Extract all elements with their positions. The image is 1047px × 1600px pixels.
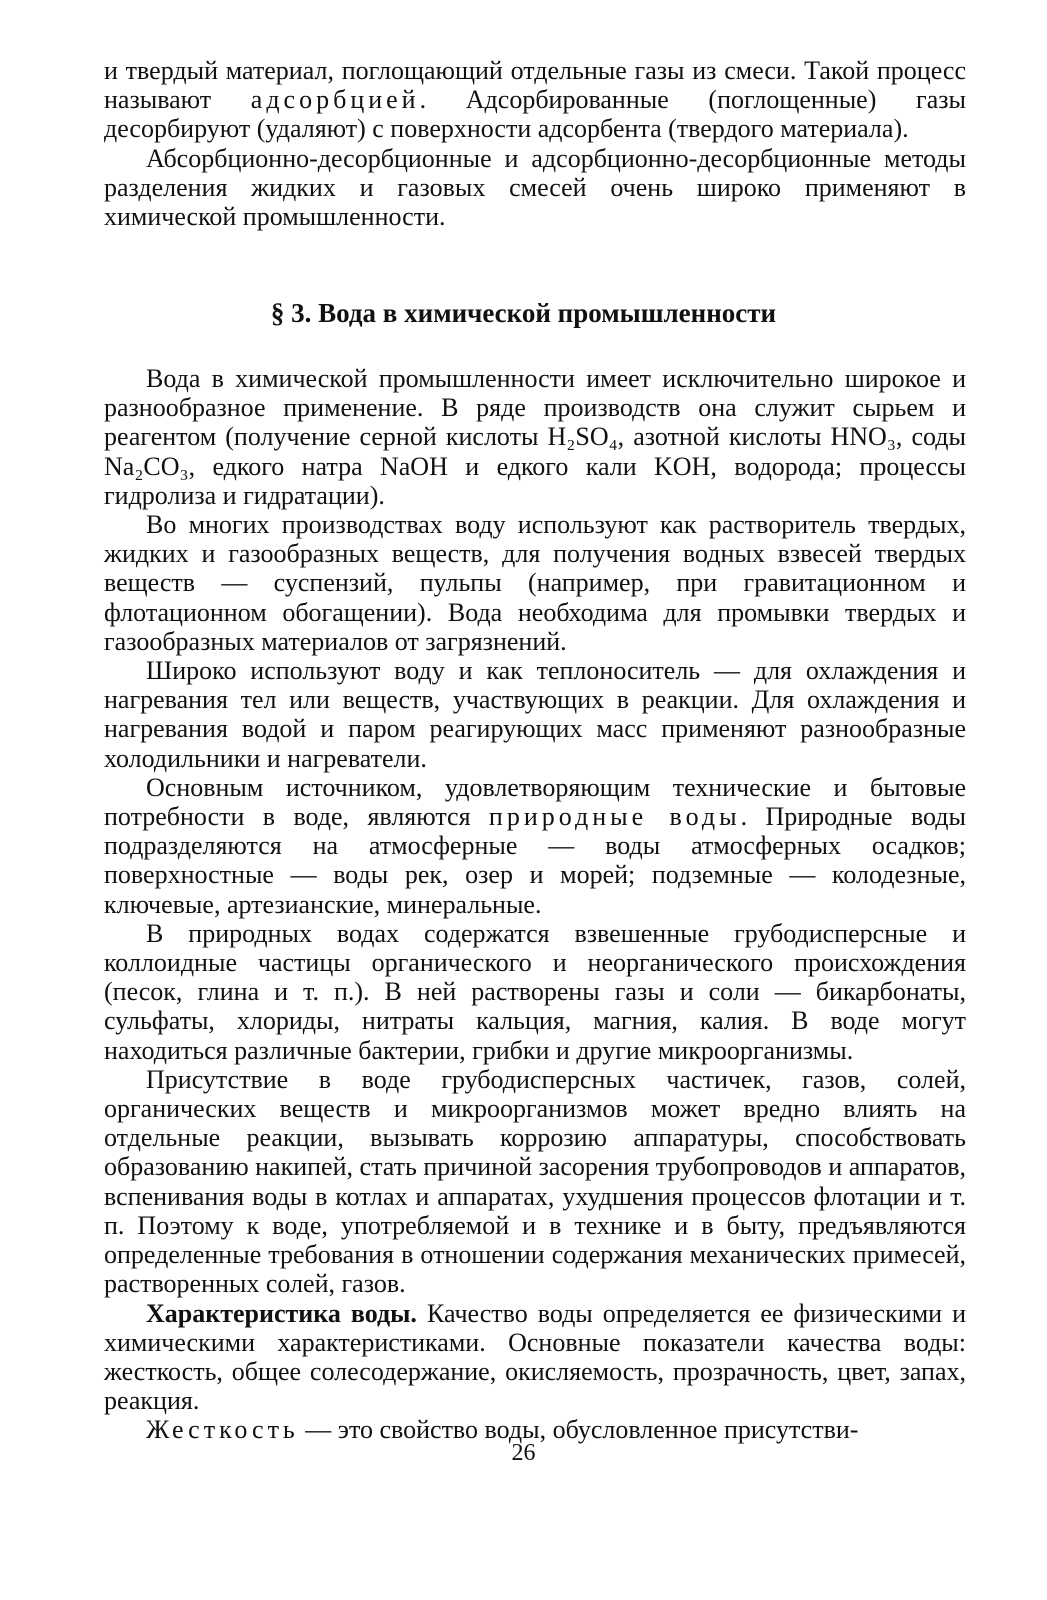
paragraph xyxy=(104,773,966,919)
paragraph: Вода в химической промышленности имеет исключительно широкое и разнообразное применение. В ряде производств она служит сырьем и реагентом (получение серной кислоты H₂SO₄, азотной кислоты HNO₃, соды Na₂CO₃, едкого натра NaOH и едкого кали KOH, водорода; процессы гидролиза и гидратации). xyxy=(104,364,966,510)
paragraph xyxy=(104,1299,966,1416)
text-run: Основным источником, удовлетворяющим технические и бытовые потребности в воде, являются xyxy=(104,772,966,832)
emphasized-term: природные воды xyxy=(488,802,741,832)
continued-text xyxy=(104,56,966,231)
paragraph: Абсорбционно-десорбционные и адсорбционно-десорбционные методы разделения жидких и газовых смесей очень широко применяют в химической промышленности. xyxy=(104,143,966,232)
section-body xyxy=(104,364,966,1445)
bold-subheading: Характеристика воды. xyxy=(146,1298,417,1328)
text-run: . Природные воды подразделяются на атмосферные — воды атмосферных осадков; поверхностные — воды рек, озер и морей; подземные — колодезные, ключевые, артезианские, минеральные. xyxy=(104,802,967,919)
text-run: и твердый материал, поглощающий отдельные газы из смеси. Такой процесс называют xyxy=(104,56,966,115)
paragraph: Во многих производствах воду используют как растворитель твердых, жидких и газообразных веществ, для получения водных взвесей твердых веществ — суспензий, пульпы (например, при гравитационном и флотационном обогащении). Вода необходима для промывки твердых и газообразных материалов от загрязнений. xyxy=(104,510,966,656)
paragraph: В природных водах содержатся взвешенные грубодисперсные и коллоидные частицы органического и неорганического происхождения (песок, глина и т. п.). В ней растворены газы и соли — бикарбонаты, сульфаты, хлориды, нитраты кальция, магния, калия. В воде могут находиться различные бактерии, грибки и другие микроорганизмы. xyxy=(104,918,966,1065)
section-heading: § 3. Вода в химической промышленности xyxy=(270,298,777,328)
paragraph: Присутствие в воде грубодисперсных частичек, газов, солей, органических веществ и микроорганизмов может вредно влиять на отдельные реакции, вызывать коррозию аппаратуры, способствовать образованию накипей, стать причиной засорения трубопроводов и аппаратов, вспенивания воды в котлах и аппаратах, ухудшения процессов флотации и т. п. Поэтому к воде, употребляемой и в технике и в быту, предъявляются определенные требования в отношении содержания механических примесей, растворенных солей, газов. xyxy=(104,1064,966,1299)
emphasized-term: адсорбцией xyxy=(250,85,420,115)
paragraph: Широко используют воду и как теплоноситель — для охлаждения и нагревания тел или веществ, участвующих в реакции. Для охлаждения и нагревания водой и паром реагирующих масс применяют разнообразные холодильники и нагреватели. xyxy=(104,656,966,773)
page-number: 26 xyxy=(511,1440,536,1466)
text-run: — это свойство воды, обусловленное присутстви- xyxy=(298,1415,859,1445)
text-run: Качество воды определяется ее физическими и химическими характеристиками. Основные показатели качества воды: жесткость, общее солесодержание, окисляемость, прозрачность, цвет, запах, реакция. xyxy=(104,1298,967,1416)
text-run: . Адсорбированные (поглощенные) газы десорбируют (удаляют) с поверхности адсорбента (твердого материала). xyxy=(104,85,966,144)
emphasized-term: Жесткость xyxy=(146,1415,299,1445)
paragraph xyxy=(104,56,966,144)
